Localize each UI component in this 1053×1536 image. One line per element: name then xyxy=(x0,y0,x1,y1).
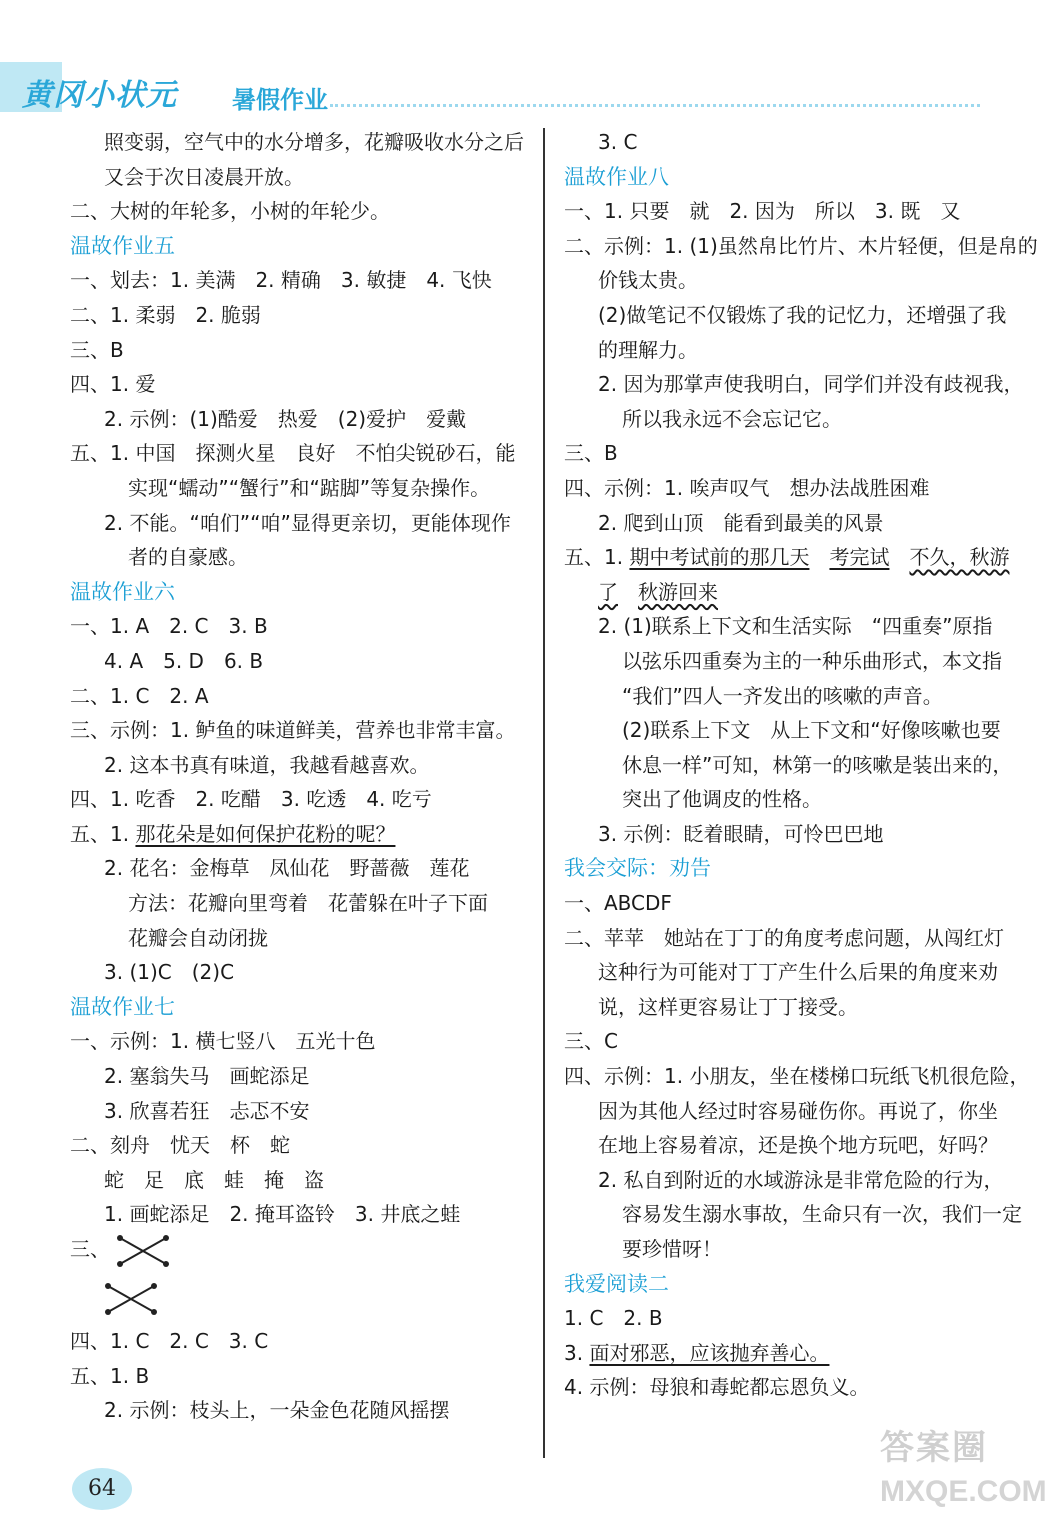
answer-line: (2)做笔记不仅锻炼了我的记忆力，还增强了我 xyxy=(598,302,1007,327)
header-divider xyxy=(330,104,980,107)
answer-prefix: 三、 xyxy=(70,1237,110,1261)
brand-logo: 黄冈小状元 xyxy=(22,78,177,113)
underlined-answer: 考完试 xyxy=(829,545,890,570)
answer-line: 以弦乐四重奏为主的一种乐曲形式，本文指 xyxy=(622,648,1002,673)
underlined-answer: 期中考试前的那几天 xyxy=(629,545,810,570)
left-column xyxy=(70,125,530,1428)
answer-line xyxy=(564,575,1029,610)
cross-match-diagram xyxy=(104,1282,158,1316)
answer-line: 三、B xyxy=(70,337,124,362)
answer-line: 方法：花瓣向里弯着 花蕾躲在叶子下面 xyxy=(128,891,488,916)
answer-line: 三、C xyxy=(564,1029,618,1054)
answer-line: 1. C 2. B xyxy=(564,1306,663,1331)
answer-line: 4. A 5. D 6. B xyxy=(104,648,264,673)
answer-line: 蛇 足 底 蛙 掩 盗 xyxy=(104,1167,324,1192)
answer-line: (2)联系上下文 从上下文和“好像咳嗽也要 xyxy=(622,718,1001,743)
text-line: 二、大树的年轮多，小树的年轮少。 xyxy=(70,199,390,224)
answer-line xyxy=(70,1232,530,1280)
watermark: 答案圈 xyxy=(880,1429,988,1467)
answer-line: 三、B xyxy=(564,441,618,466)
answer-line: 2. 私自到附近的水域游泳是非常危险的行为， xyxy=(598,1167,1004,1192)
answer-line: 3. 示例：眨着眼睛，可怜巴巴地 xyxy=(598,821,884,846)
answer-line: 2. 不能。“咱们”“咱”显得更亲切，更能体现作 xyxy=(104,510,511,535)
answer-line: 一、1. A 2. C 3. B xyxy=(70,614,268,639)
answer-line: 花瓣会自动闭拢 xyxy=(128,925,268,950)
wavy-underlined-answer: 了 xyxy=(598,579,618,604)
answer-line: 2. (1)联系上下文和生活实际 “四重奏”原指 xyxy=(598,614,993,639)
section-heading: 温故作业六 xyxy=(70,579,175,604)
answer-line: 3. (1)C (2)C xyxy=(104,960,235,985)
text-line: 又会于次日凌晨开放。 xyxy=(104,164,304,189)
answer-line: 的理解力。 xyxy=(598,337,698,362)
answer-line: 3. 欣喜若狂 忐忑不安 xyxy=(104,1098,310,1123)
answer-line: 说，这样更容易让丁丁接受。 xyxy=(598,994,858,1019)
cross-match-diagram xyxy=(116,1234,170,1268)
answer-prefix: 五、1. xyxy=(70,821,136,846)
answer-line: 在地上容易着凉，还是换个地方玩吧，好吗？ xyxy=(598,1133,998,1158)
answer-line: 一、示例：1. 横七竖八 五光十色 xyxy=(70,1029,376,1054)
answer-line: 二、苹苹 她站在丁丁的角度考虑问题，从闯红灯 xyxy=(564,925,1004,950)
text-line: 照变弱，空气中的水分增多，花瓣吸收水分之后 xyxy=(104,130,524,154)
answer-line: 所以我永远不会忘记它。 xyxy=(622,406,842,431)
answer-line: 因为其他人经过时容易碰伤你。再说了，你坐 xyxy=(598,1098,998,1123)
answer-line: 二、刻舟 忧天 杯 蛇 xyxy=(70,1133,290,1158)
answer-line: 者的自豪感。 xyxy=(128,545,248,570)
answer-line: 这种行为可能对丁丁产生什么后果的角度来劝 xyxy=(598,960,998,985)
answer-line xyxy=(70,817,530,852)
section-heading: 我爱阅读二 xyxy=(564,1271,669,1296)
answer-line: 2. 爬到山顶 能看到最美的风景 xyxy=(598,510,884,535)
answer-line: 一、ABCDF xyxy=(564,891,672,916)
section-heading: 温故作业五 xyxy=(70,233,175,258)
answer-line: 4. 示例：母狼和毒蛇都忘恩负义。 xyxy=(564,1375,870,1400)
answer-line: 突出了他调皮的性格。 xyxy=(622,787,822,812)
answer-line: 要珍惜呀！ xyxy=(622,1237,722,1261)
header-title: 暑假作业 xyxy=(232,86,328,114)
answer-line: 一、1. 只要 就 2. 因为 所以 3. 既 又 xyxy=(564,199,961,224)
answer-line: 3. C xyxy=(598,130,638,154)
answer-line xyxy=(564,1336,1029,1371)
answer-line: 容易发生溺水事故，生命只有一次，我们一定 xyxy=(622,1202,1022,1227)
section-heading: 温故作业七 xyxy=(70,994,175,1019)
answer-line: 二、示例：1. (1)虽然帛比竹片、木片轻便，但是帛的 xyxy=(564,233,1038,258)
section-heading: 我会交际：劝告 xyxy=(564,856,711,881)
answer-line: 二、1. C 2. A xyxy=(70,683,209,708)
watermark: MXQE.COM xyxy=(880,1475,1047,1508)
answer-line: 四、示例：1. 小朋友，坐在楼梯口玩纸飞机很危险， xyxy=(564,1064,1030,1089)
answer-line: 实现“蠕动”“蟹行”和“踮脚”等复杂操作。 xyxy=(128,475,491,500)
answer-line: 四、1. 爱 xyxy=(70,372,156,397)
answer-line: 五、1. 中国 探测火星 良好 不怕尖锐砂石，能 xyxy=(70,441,516,466)
answer-line: 四、1. 吃香 2. 吃醋 3. 吃透 4. 吃亏 xyxy=(70,787,432,812)
wavy-underlined-answer: 秋游回来 xyxy=(638,579,718,604)
answer-line xyxy=(564,540,1029,575)
answer-line: “我们”四人一齐发出的咳嗽的声音。 xyxy=(622,683,943,708)
answer-line: 2. 花名：金梅草 凤仙花 野蔷薇 莲花 xyxy=(104,856,470,881)
answer-line: 三、示例：1. 鲈鱼的味道鲜美，营养也非常丰富。 xyxy=(70,718,516,743)
answer-prefix: 五、1. xyxy=(564,545,630,570)
answer-line: 二、1. 柔弱 2. 脆弱 xyxy=(70,302,261,327)
answer-line: 一、划去：1. 美满 2. 精确 3. 敏捷 4. 飞快 xyxy=(70,268,492,293)
answer-line: 2. 塞翁失马 画蛇添足 xyxy=(104,1064,310,1089)
answer-line: 四、示例：1. 唉声叹气 想办法战胜困难 xyxy=(564,475,930,500)
answer-prefix: 3. xyxy=(564,1340,590,1365)
answer-line: 2. 这本书真有味道，我越看越喜欢。 xyxy=(104,752,430,777)
answer-line: 休息一样”可知，林第一的咳嗽是装出来的， xyxy=(622,752,1013,777)
underlined-answer: 面对邪恶，应该抛弃善心。 xyxy=(589,1340,830,1365)
answer-line: 1. 画蛇添足 2. 掩耳盗铃 3. 井底之蛙 xyxy=(104,1202,461,1227)
column-divider xyxy=(543,128,545,1458)
page-number: 64 xyxy=(72,1468,132,1510)
section-heading: 温故作业八 xyxy=(564,164,669,189)
answer-line: 五、1. B xyxy=(70,1363,150,1388)
underlined-answer: 那花朵是如何保护花粉的呢？ xyxy=(135,821,396,846)
right-column xyxy=(564,125,1038,1405)
answer-line: 价钱太贵。 xyxy=(598,268,698,293)
answer-line: 2. 因为那掌声使我明白，同学们并没有歧视我， xyxy=(598,372,1024,397)
answer-line: 四、1. C 2. C 3. C xyxy=(70,1329,269,1353)
answer-line: 2. 示例：(1)酷爱 热爱 (2)爱护 爱戴 xyxy=(104,406,467,431)
answer-line: 2. 示例：枝头上，一朵金色花随风摇摆 xyxy=(104,1398,450,1423)
answer-line xyxy=(70,1280,530,1324)
wavy-underlined-answer: 不久，秋游 xyxy=(909,545,1010,570)
